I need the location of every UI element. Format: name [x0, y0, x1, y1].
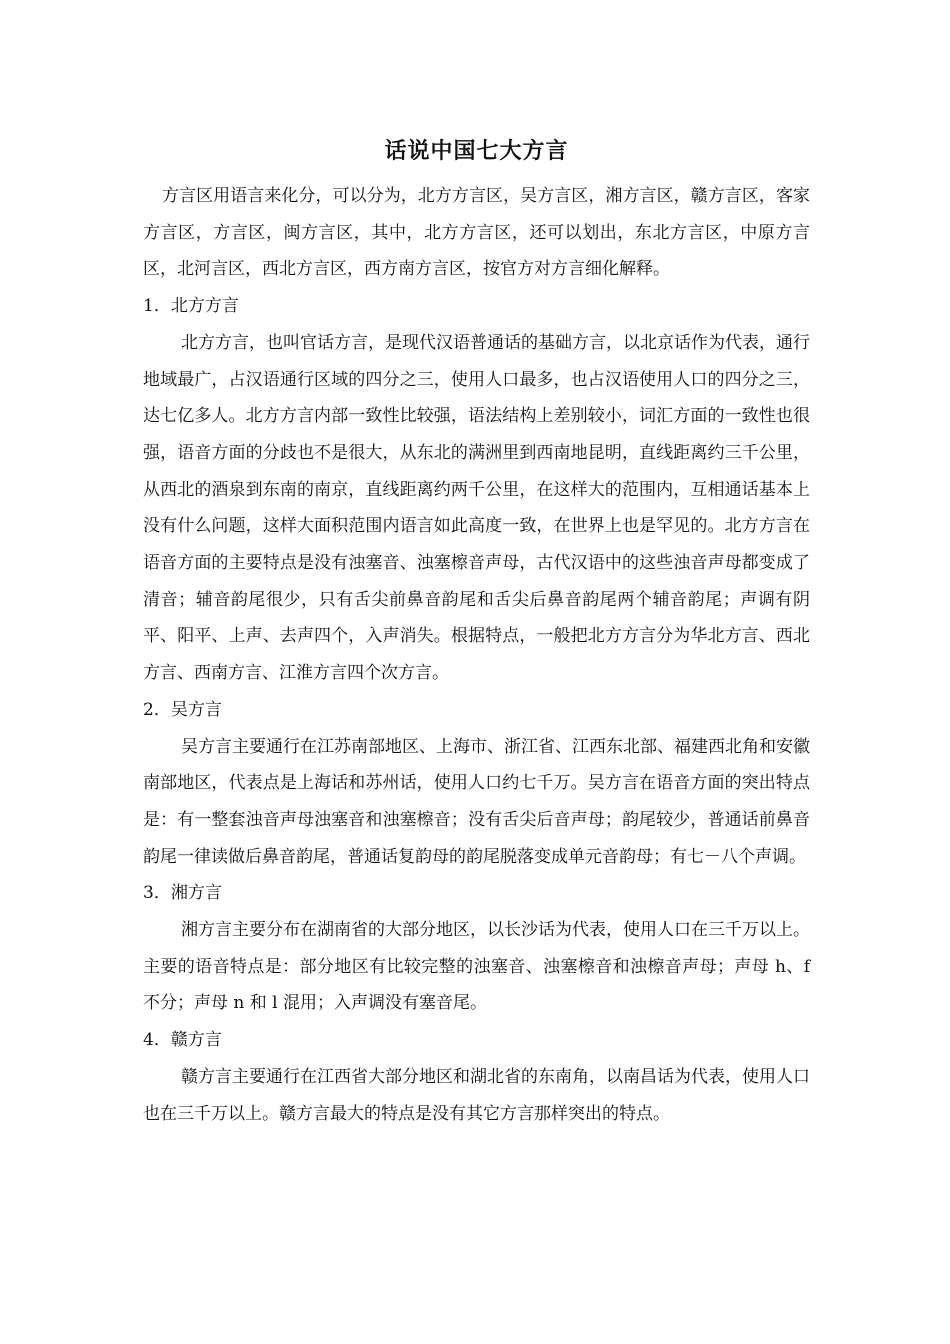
document-title: 话说中国七大方言 — [384, 138, 569, 164]
document-content — [143, 130, 810, 1132]
section-body-xiang: 湘方言主要分布在湖南省的大部分地区，以长沙话为代表，使用人口在三千万以上。主要的语音特点是：部分地区有比较完整的浊塞音、浊塞檫音和浊檫音声母；声母 h、f 不分；声母 n 和 l 混用；入声调没有塞音尾。 — [143, 920, 810, 1014]
section-body-northern: 北方方言，也叫官话方言，是现代汉语普通话的基础方言，以北京话作为代表，通行地域最广，占汉语通行区域的四分之三，使用人口最多，也占汉语使用人口的四分之三，达七亿多人。北方方言内部一致性比较强，语法结构上差别较小，词汇方面的一致性也很强，语音方面的分歧也不是很大，从东北的满洲里到西南地昆明，直线距离约三千公里，从西北的酒泉到东南的南京，直线距离约两千公里，在这样大的范围内，互相通话基本上没有什么问题，这样大面积范围内语言如此高度一致，在世界上也是罕见的。北方方言在语音方面的主要特点是没有浊塞音、浊塞檫音声母，古代汉语中的这些浊音声母都变成了清音；辅音韵尾很少，只有舌尖前鼻音韵尾和舌尖后鼻音韵尾两个辅音韵尾；声调有阴平、阳平、上声、去声四个，入声消失。根据特点，一般把北方方言分为华北方言、西北方言、西南方言、江淮方言四个次方言。 — [143, 332, 810, 684]
section-heading-gan: 4．赣方言 — [143, 1030, 222, 1051]
section-heading-xiang: 3．湘方言 — [143, 883, 222, 904]
section-body-wu: 吴方言主要通行在江苏南部地区、上海市、浙江省、江西东北部、福建西北角和安徽南部地区，代表点是上海话和苏州话，使用人口约七千万。吴方言在语音方面的突出特点是：有一整套浊音声母浊塞音和浊塞檫音；没有舌尖后音声母；韵尾较少，普通话前鼻音韵尾一律读做后鼻音韵尾，普通话复韵母的韵尾脱落变成单元音韵母；有七－八个声调。 — [143, 736, 810, 867]
intro-paragraph: 方言区用语言来化分，可以分为，北方方言区，吴方言区，湘方言区，赣方言区，客家方言区，方言区，闽方言区，其中，北方方言区，还可以划出，东北方言区，中原方言区，北河言区，西北方言区，西方南方言区，按官方对方言细化解释。 — [143, 186, 810, 280]
section-body-gan: 赣方言主要通行在江西省大部分地区和湖北省的东南角，以南昌话为代表，使用人口也在三千万以上。赣方言最大的特点是没有其它方言那样突出的特点。 — [143, 1066, 810, 1124]
section-heading-wu: 2．吴方言 — [143, 699, 222, 720]
section-heading-northern: 1．北方方言 — [143, 296, 239, 317]
